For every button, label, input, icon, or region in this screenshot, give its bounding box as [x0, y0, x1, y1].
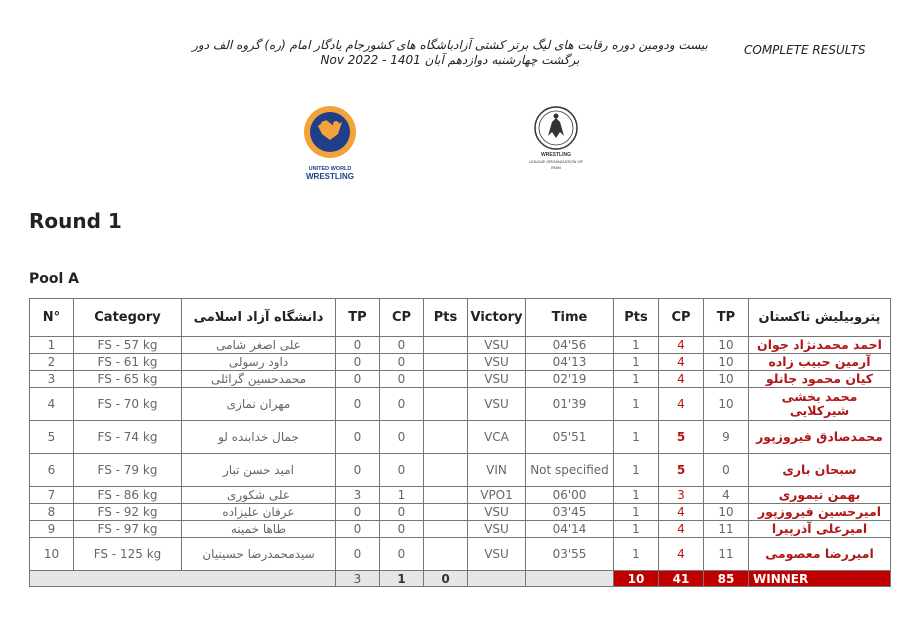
row-pts-right: 1	[614, 538, 659, 571]
winner-label: WINNER	[749, 571, 891, 587]
row-cp-right: 4	[659, 371, 704, 388]
row-tp-right: 10	[704, 388, 749, 421]
table-row	[30, 454, 891, 487]
row-right-name: امیررضا معصومی	[749, 538, 891, 571]
col-left-team: دانشگاه آزاد اسلامی	[182, 299, 336, 337]
row-tp-left: 3	[336, 487, 380, 504]
row-pts-left	[424, 337, 468, 354]
row-no: 4	[30, 388, 74, 421]
row-right-name: امیرعلی آذرپیرا	[749, 521, 891, 538]
row-cp-left: 0	[380, 337, 424, 354]
row-time: 06'00	[526, 487, 614, 504]
col-pts-right: Pts	[614, 299, 659, 337]
wlo-logo-line3: IRAN	[551, 165, 561, 170]
col-tp-right: TP	[704, 299, 749, 337]
row-victory: VSU	[468, 521, 526, 538]
event-title	[160, 38, 740, 68]
row-category: FS - 97 kg	[74, 521, 182, 538]
row-no: 10	[30, 538, 74, 571]
row-victory: VSU	[468, 354, 526, 371]
row-time: 02'19	[526, 371, 614, 388]
table-row	[30, 388, 891, 421]
row-cp-right: 4	[659, 504, 704, 521]
row-left-name: طاها خمینه	[182, 521, 336, 538]
row-victory: VSU	[468, 538, 526, 571]
round-heading: Round 1	[29, 209, 122, 233]
row-category: FS - 70 kg	[74, 388, 182, 421]
row-tp-right: 10	[704, 504, 749, 521]
row-no: 2	[30, 354, 74, 371]
col-right-team: پتروبیلیش تاکستان	[749, 299, 891, 337]
row-right-name: محمد بخشی شیرکلایی	[749, 388, 891, 421]
wlo-logo-line2: LEAGUE ORGANIZATION OF	[528, 159, 584, 164]
table-row	[30, 504, 891, 521]
row-left-name: مهران نمازی	[182, 388, 336, 421]
row-cp-right: 4	[659, 521, 704, 538]
row-time: 01'39	[526, 388, 614, 421]
table-row	[30, 487, 891, 504]
col-no: N°	[30, 299, 74, 337]
row-cp-right: 4	[659, 354, 704, 371]
row-pts-left	[424, 538, 468, 571]
header-row	[30, 299, 891, 337]
row-left-name: محمدحسین گرائلی	[182, 371, 336, 388]
total-pts-left: 0	[424, 571, 468, 587]
row-cp-left: 0	[380, 371, 424, 388]
row-pts-left	[424, 521, 468, 538]
uww-logo-line1: UNITED WORLD	[308, 166, 352, 172]
row-category: FS - 79 kg	[74, 454, 182, 487]
table-row	[30, 538, 891, 571]
row-category: FS - 125 kg	[74, 538, 182, 571]
row-tp-right: 11	[704, 521, 749, 538]
row-pts-right: 1	[614, 521, 659, 538]
pool-heading: Pool A	[29, 271, 80, 287]
col-tp-left: TP	[336, 299, 380, 337]
row-victory: VCA	[468, 421, 526, 454]
results-table	[29, 298, 891, 587]
row-victory: VSU	[468, 388, 526, 421]
row-time: 04'14	[526, 521, 614, 538]
row-cp-left: 0	[380, 521, 424, 538]
row-left-name: علی اصغر شامی	[182, 337, 336, 354]
row-left-name: جمال خدابنده لو	[182, 421, 336, 454]
row-tp-right: 10	[704, 354, 749, 371]
row-victory: VIN	[468, 454, 526, 487]
row-category: FS - 86 kg	[74, 487, 182, 504]
row-pts-left	[424, 487, 468, 504]
row-right-name: آرمین حبیب زاده	[749, 354, 891, 371]
table-row	[30, 371, 891, 388]
row-time: Not specified	[526, 454, 614, 487]
wlo-logo	[518, 104, 594, 174]
row-victory: VSU	[468, 337, 526, 354]
row-pts-left	[424, 371, 468, 388]
row-pts-left	[424, 354, 468, 371]
row-cp-right: 5	[659, 454, 704, 487]
col-category: Category	[74, 299, 182, 337]
table-row	[30, 521, 891, 538]
row-tp-left: 0	[336, 354, 380, 371]
row-no: 8	[30, 504, 74, 521]
row-tp-right: 11	[704, 538, 749, 571]
uww-logo-line2: WRESTLING	[306, 172, 354, 181]
row-time: 05'51	[526, 421, 614, 454]
row-tp-left: 0	[336, 337, 380, 354]
row-cp-left: 0	[380, 454, 424, 487]
row-right-name: احمد محمدنژاد جوان	[749, 337, 891, 354]
totals-row	[30, 571, 891, 587]
row-victory: VSU	[468, 371, 526, 388]
row-pts-right: 1	[614, 421, 659, 454]
col-victory: Victory	[468, 299, 526, 337]
total-cp-left: 1	[380, 571, 424, 587]
row-pts-right: 1	[614, 337, 659, 354]
table-row	[30, 337, 891, 354]
row-category: FS - 57 kg	[74, 337, 182, 354]
row-right-name: سبحان باری	[749, 454, 891, 487]
row-no: 5	[30, 421, 74, 454]
wlo-logo-line1: WRESTLING	[541, 152, 571, 158]
col-pts-left: Pts	[424, 299, 468, 337]
uww-logo	[300, 104, 360, 184]
row-right-name: امیرحسین فیروزپور	[749, 504, 891, 521]
row-no: 6	[30, 454, 74, 487]
row-left-name: علی شکوری	[182, 487, 336, 504]
row-category: FS - 65 kg	[74, 371, 182, 388]
col-time: Time	[526, 299, 614, 337]
row-cp-left: 0	[380, 354, 424, 371]
table-row	[30, 421, 891, 454]
row-cp-left: 0	[380, 388, 424, 421]
row-pts-right: 1	[614, 371, 659, 388]
row-time: 03'55	[526, 538, 614, 571]
row-time: 03'45	[526, 504, 614, 521]
row-pts-left	[424, 421, 468, 454]
row-right-name: محمدصادق فیروزپور	[749, 421, 891, 454]
row-pts-right: 1	[614, 504, 659, 521]
row-tp-left: 0	[336, 454, 380, 487]
row-pts-left	[424, 504, 468, 521]
table-row	[30, 354, 891, 371]
row-pts-left	[424, 388, 468, 421]
row-cp-left: 0	[380, 538, 424, 571]
row-pts-left	[424, 454, 468, 487]
row-tp-right: 10	[704, 337, 749, 354]
row-cp-left: 0	[380, 421, 424, 454]
row-no: 3	[30, 371, 74, 388]
row-time: 04'13	[526, 354, 614, 371]
row-cp-left: 0	[380, 504, 424, 521]
total-pts-right: 10	[614, 571, 659, 587]
col-cp-right: CP	[659, 299, 704, 337]
event-title-line2: برگشت چهارشنبه دوازدهم آبان 1401 - Nov 2022	[320, 53, 580, 67]
row-category: FS - 92 kg	[74, 504, 182, 521]
row-tp-left: 0	[336, 421, 380, 454]
row-no: 9	[30, 521, 74, 538]
row-no: 1	[30, 337, 74, 354]
row-tp-left: 0	[336, 504, 380, 521]
row-cp-right: 4	[659, 337, 704, 354]
row-left-name: امید حسن تبار	[182, 454, 336, 487]
complete-results-label: COMPLETE RESULTS	[744, 43, 866, 57]
row-tp-left: 0	[336, 388, 380, 421]
total-tp-left: 3	[336, 571, 380, 587]
total-cp-right: 41	[659, 571, 704, 587]
row-pts-right: 1	[614, 388, 659, 421]
row-pts-right: 1	[614, 354, 659, 371]
row-left-name: داود رسولی	[182, 354, 336, 371]
row-left-name: عرفان علیزاده	[182, 504, 336, 521]
row-victory: VSU	[468, 504, 526, 521]
row-tp-left: 0	[336, 538, 380, 571]
row-time: 04'56	[526, 337, 614, 354]
row-victory: VPO1	[468, 487, 526, 504]
row-cp-right: 4	[659, 538, 704, 571]
row-tp-right: 9	[704, 421, 749, 454]
row-tp-right: 4	[704, 487, 749, 504]
row-tp-right: 10	[704, 371, 749, 388]
row-cp-left: 1	[380, 487, 424, 504]
row-cp-right: 5	[659, 421, 704, 454]
row-left-name: سیدمحمدرضا حسینیان	[182, 538, 336, 571]
row-right-name: بهمن تیموری	[749, 487, 891, 504]
col-cp-left: CP	[380, 299, 424, 337]
row-tp-right: 0	[704, 454, 749, 487]
row-no: 7	[30, 487, 74, 504]
event-title-line1: بیست ودومین دوره رقابت های لیگ برتر کشتی آزادباشگاه های کشورجام یادگار امام (ره) گروه الف دور	[192, 38, 708, 52]
row-cp-right: 4	[659, 388, 704, 421]
row-category: FS - 74 kg	[74, 421, 182, 454]
row-category: FS - 61 kg	[74, 354, 182, 371]
row-pts-right: 1	[614, 487, 659, 504]
row-tp-left: 0	[336, 371, 380, 388]
total-tp-right: 85	[704, 571, 749, 587]
row-pts-right: 1	[614, 454, 659, 487]
row-right-name: کیان محمود جانلو	[749, 371, 891, 388]
row-cp-right: 3	[659, 487, 704, 504]
row-tp-left: 0	[336, 521, 380, 538]
